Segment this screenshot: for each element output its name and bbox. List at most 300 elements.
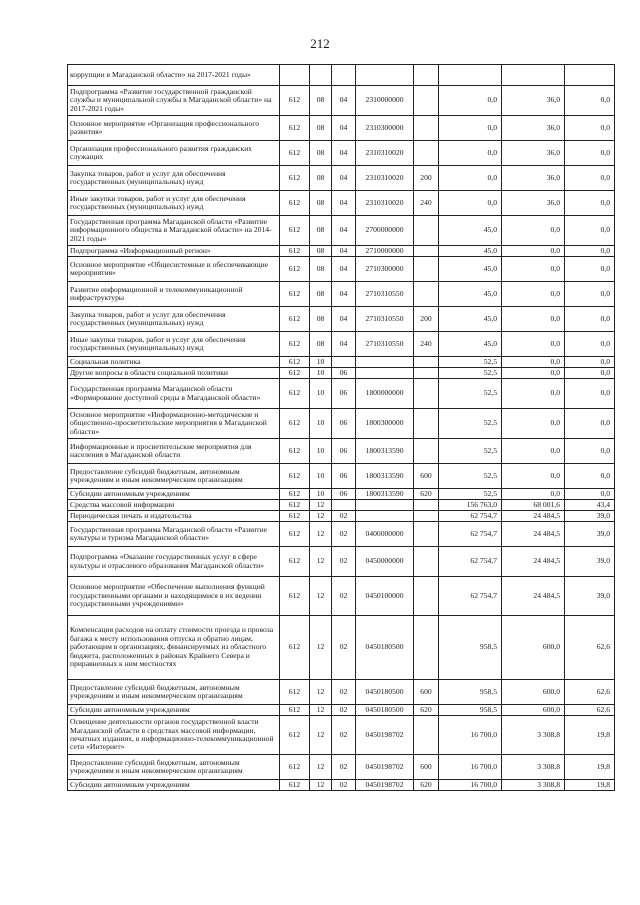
row-name-cell: Основное мероприятие «Общесистемные и обеспечивающие мероприятия»: [68, 257, 280, 282]
row-v3-cell: 0,0: [565, 216, 615, 246]
row-c5-cell: 620: [414, 780, 439, 791]
row-v3-cell: 0,0: [565, 307, 615, 332]
row-c1-cell: [280, 65, 310, 86]
row-c1-cell: 612: [280, 755, 310, 780]
row-c5-cell: [414, 357, 439, 368]
table-row: [68, 439, 615, 464]
row-v1-cell: 52,5: [439, 357, 502, 368]
row-v1-cell: 16 700,0: [439, 780, 502, 791]
row-v1-cell: 958,5: [439, 680, 502, 705]
row-c3-cell: [332, 357, 356, 368]
row-c5-cell: 240: [414, 332, 439, 357]
table-row: [68, 522, 615, 547]
row-name-cell: Субсидии автономным учреждениям: [68, 705, 280, 716]
row-v1-cell: 62 754,7: [439, 577, 502, 616]
row-v3-cell: 43,4: [565, 500, 615, 511]
row-c1-cell: 612: [280, 780, 310, 791]
row-c4-cell: 2310310020: [356, 141, 414, 166]
row-v1-cell: 62 754,7: [439, 547, 502, 577]
row-v1-cell: 45,0: [439, 246, 502, 257]
row-c2-cell: 08: [310, 141, 332, 166]
row-c3-cell: 06: [332, 489, 356, 500]
row-c3-cell: 04: [332, 282, 356, 307]
row-c5-cell: [414, 141, 439, 166]
row-v1-cell: 0,0: [439, 116, 502, 141]
row-c3-cell: 04: [332, 116, 356, 141]
row-c3-cell: 02: [332, 780, 356, 791]
row-name-cell: Иные закупки товаров, работ и услуг для обеспечения государственных (муниципальных) нужд: [68, 191, 280, 216]
row-name-cell: Государственная программа Магаданской области «Развитие культуры и туризма Магаданской области»: [68, 522, 280, 547]
row-c5-cell: [414, 547, 439, 577]
row-c5-cell: [414, 116, 439, 141]
row-name-cell: Основное мероприятие «Организация профессионального развития»: [68, 116, 280, 141]
row-c5-cell: [414, 216, 439, 246]
row-c2-cell: 08: [310, 116, 332, 141]
row-v3-cell: 0,0: [565, 257, 615, 282]
row-v2-cell: 0,0: [502, 282, 565, 307]
row-c4-cell: 0450198702: [356, 755, 414, 780]
row-c3-cell: [332, 65, 356, 86]
row-c3-cell: 02: [332, 705, 356, 716]
row-v3-cell: 0,0: [565, 282, 615, 307]
row-c3-cell: 06: [332, 379, 356, 409]
row-v2-cell: 0,0: [502, 332, 565, 357]
row-v3-cell: 39,0: [565, 511, 615, 522]
row-c5-cell: 600: [414, 464, 439, 489]
row-name-cell: Предоставление субсидий бюджетным, автономным учреждениям и иным некоммерческим организациям: [68, 464, 280, 489]
row-v1-cell: 45,0: [439, 282, 502, 307]
row-v3-cell: 19,8: [565, 755, 615, 780]
table-row: [68, 379, 615, 409]
row-c1-cell: 612: [280, 216, 310, 246]
row-c5-cell: 200: [414, 166, 439, 191]
row-v1-cell: 52,5: [439, 439, 502, 464]
row-c1-cell: 612: [280, 616, 310, 680]
row-v2-cell: 600,0: [502, 680, 565, 705]
row-c3-cell: 02: [332, 680, 356, 705]
table-row: [68, 500, 615, 511]
row-name-cell: коррупции в Магаданской области» на 2017-2021 годы»: [68, 65, 280, 86]
table-row: [68, 780, 615, 791]
row-c2-cell: 08: [310, 332, 332, 357]
table-row: [68, 282, 615, 307]
table-row: [68, 357, 615, 368]
table-row: [68, 257, 615, 282]
row-c4-cell: 0450180500: [356, 680, 414, 705]
row-name-cell: Другие вопросы в области социальной политики: [68, 368, 280, 379]
table-row: [68, 332, 615, 357]
row-name-cell: Подпрограмма «Оказание государственных услуг в сфере культуры и отраслевого образования Магаданской области»: [68, 547, 280, 577]
row-v3-cell: 39,0: [565, 522, 615, 547]
row-v3-cell: 0,0: [565, 409, 615, 439]
table-row: [68, 216, 615, 246]
row-c5-cell: [414, 716, 439, 755]
row-v2-cell: 36,0: [502, 116, 565, 141]
row-v2-cell: 36,0: [502, 86, 565, 116]
row-c4-cell: 0450180500: [356, 705, 414, 716]
row-v3-cell: 62,6: [565, 616, 615, 680]
row-c3-cell: 06: [332, 409, 356, 439]
row-c2-cell: 12: [310, 577, 332, 616]
row-c5-cell: [414, 368, 439, 379]
row-c4-cell: 0450198702: [356, 780, 414, 791]
row-c4-cell: 2710310550: [356, 282, 414, 307]
table-row: [68, 680, 615, 705]
row-c4-cell: 0450100000: [356, 577, 414, 616]
table-row: [68, 116, 615, 141]
row-c1-cell: 612: [280, 379, 310, 409]
row-v3-cell: [565, 65, 615, 86]
row-c4-cell: 2710310550: [356, 307, 414, 332]
row-name-cell: Основное мероприятие «Обеспечение выполнения функций государственными органами и находящимися в их ведении государственными учреждениями»: [68, 577, 280, 616]
row-v1-cell: 45,0: [439, 332, 502, 357]
row-v3-cell: 0,0: [565, 246, 615, 257]
row-c2-cell: 08: [310, 86, 332, 116]
row-c2-cell: 10: [310, 439, 332, 464]
row-v2-cell: 0,0: [502, 368, 565, 379]
row-c4-cell: [356, 368, 414, 379]
row-v3-cell: 0,0: [565, 489, 615, 500]
row-c3-cell: 04: [332, 191, 356, 216]
row-c1-cell: 612: [280, 522, 310, 547]
row-c1-cell: 612: [280, 368, 310, 379]
row-c5-cell: [414, 500, 439, 511]
row-c2-cell: 10: [310, 464, 332, 489]
row-v1-cell: 45,0: [439, 257, 502, 282]
row-v1-cell: 156 763,0: [439, 500, 502, 511]
row-c2-cell: 12: [310, 547, 332, 577]
row-v2-cell: 0,0: [502, 307, 565, 332]
row-v2-cell: 24 484,5: [502, 522, 565, 547]
row-c2-cell: 10: [310, 357, 332, 368]
row-v2-cell: 0,0: [502, 216, 565, 246]
table-row: [68, 716, 615, 755]
row-c2-cell: 12: [310, 616, 332, 680]
row-c1-cell: 612: [280, 141, 310, 166]
row-c3-cell: 04: [332, 332, 356, 357]
row-v2-cell: 0,0: [502, 379, 565, 409]
table-row: [68, 705, 615, 716]
row-v3-cell: 0,0: [565, 332, 615, 357]
row-c2-cell: 08: [310, 307, 332, 332]
row-c2-cell: 08: [310, 166, 332, 191]
row-name-cell: Предоставление субсидий бюджетным, автономным учреждениям и иным некоммерческим организациям: [68, 755, 280, 780]
row-v2-cell: 36,0: [502, 191, 565, 216]
row-name-cell: Периодическая печать и издательства: [68, 511, 280, 522]
row-c4-cell: 1800000000: [356, 379, 414, 409]
row-name-cell: Компенсация расходов на оплату стоимости проезда и провоза багажа к месту использования отпуска и обратно лицам, работающим в организациях, финансируемых из областного бюджета, расположенных в районах Крайнего Севера и приравненных к ним местностях: [68, 616, 280, 680]
row-name-cell: Средства массовой информации: [68, 500, 280, 511]
row-c2-cell: 12: [310, 705, 332, 716]
row-v2-cell: [502, 65, 565, 86]
table-row: [68, 511, 615, 522]
row-name-cell: Подпрограмма «Развитие государственной гражданской службы и муниципальной службы в Магаданской области» на 2017-2021 годы»: [68, 86, 280, 116]
row-v1-cell: 52,5: [439, 464, 502, 489]
row-c1-cell: 612: [280, 409, 310, 439]
row-c3-cell: 04: [332, 307, 356, 332]
row-c2-cell: 12: [310, 780, 332, 791]
row-c1-cell: 612: [280, 716, 310, 755]
row-v3-cell: 39,0: [565, 547, 615, 577]
row-c1-cell: 612: [280, 547, 310, 577]
row-v2-cell: 0,0: [502, 489, 565, 500]
row-c4-cell: 2710000000: [356, 246, 414, 257]
row-c4-cell: 2310000000: [356, 86, 414, 116]
row-v2-cell: 3 308,8: [502, 716, 565, 755]
row-v3-cell: 0,0: [565, 464, 615, 489]
row-v3-cell: 0,0: [565, 439, 615, 464]
row-c5-cell: [414, 379, 439, 409]
row-c1-cell: 612: [280, 489, 310, 500]
row-v3-cell: 62,6: [565, 705, 615, 716]
row-c5-cell: 600: [414, 755, 439, 780]
row-v1-cell: 62 754,7: [439, 511, 502, 522]
row-c4-cell: 0450198702: [356, 716, 414, 755]
row-c1-cell: 612: [280, 357, 310, 368]
row-c2-cell: 12: [310, 716, 332, 755]
row-c2-cell: 12: [310, 522, 332, 547]
row-name-cell: Освещение деятельности органов государственной власти Магаданской области в средствах массовой информации, печатных изданиях, в информационно-телекоммуникационной сети «Интернет»: [68, 716, 280, 755]
row-v3-cell: 62,6: [565, 680, 615, 705]
row-c2-cell: 12: [310, 755, 332, 780]
row-c5-cell: [414, 257, 439, 282]
row-c3-cell: 02: [332, 547, 356, 577]
row-name-cell: Социальная политика: [68, 357, 280, 368]
row-v1-cell: 52,5: [439, 409, 502, 439]
row-c1-cell: 612: [280, 86, 310, 116]
table-row: [68, 489, 615, 500]
row-name-cell: Организация профессионального развития гражданских служащих: [68, 141, 280, 166]
row-c3-cell: 06: [332, 368, 356, 379]
row-c4-cell: 0450000000: [356, 547, 414, 577]
row-c3-cell: 02: [332, 616, 356, 680]
row-c5-cell: [414, 282, 439, 307]
row-c4-cell: 2710310550: [356, 332, 414, 357]
row-v1-cell: 45,0: [439, 307, 502, 332]
row-c4-cell: [356, 500, 414, 511]
table-row: [68, 409, 615, 439]
row-c1-cell: 612: [280, 191, 310, 216]
row-c1-cell: 612: [280, 166, 310, 191]
row-v2-cell: 3 308,8: [502, 755, 565, 780]
row-c5-cell: [414, 409, 439, 439]
row-c2-cell: 10: [310, 409, 332, 439]
row-v2-cell: 36,0: [502, 166, 565, 191]
row-c5-cell: [414, 577, 439, 616]
row-v3-cell: 0,0: [565, 379, 615, 409]
row-v3-cell: 19,8: [565, 716, 615, 755]
row-c2-cell: 10: [310, 368, 332, 379]
row-c5-cell: [414, 86, 439, 116]
row-v2-cell: 0,0: [502, 257, 565, 282]
table-row: [68, 246, 615, 257]
row-v1-cell: 52,5: [439, 379, 502, 409]
table-row: [68, 755, 615, 780]
table-row: [68, 191, 615, 216]
table-row: [68, 86, 615, 116]
table-row: [68, 141, 615, 166]
row-c3-cell: 02: [332, 716, 356, 755]
row-v1-cell: 0,0: [439, 86, 502, 116]
row-c2-cell: 10: [310, 379, 332, 409]
row-v2-cell: 24 484,5: [502, 577, 565, 616]
row-c2-cell: 08: [310, 191, 332, 216]
row-c4-cell: 1800313590: [356, 439, 414, 464]
row-c5-cell: 200: [414, 307, 439, 332]
row-v1-cell: 0,0: [439, 141, 502, 166]
row-v1-cell: 16 700,0: [439, 716, 502, 755]
row-c4-cell: [356, 357, 414, 368]
row-v2-cell: 600,0: [502, 705, 565, 716]
row-c3-cell: 04: [332, 86, 356, 116]
row-v3-cell: 0,0: [565, 357, 615, 368]
row-name-cell: Субсидии автономным учреждениям: [68, 489, 280, 500]
row-c1-cell: 612: [280, 680, 310, 705]
page-number: 212: [310, 36, 330, 51]
row-c1-cell: 612: [280, 257, 310, 282]
table-row: [68, 368, 615, 379]
budget-table: [67, 64, 615, 791]
table-row: [68, 307, 615, 332]
row-c1-cell: 612: [280, 500, 310, 511]
row-v1-cell: 958,5: [439, 616, 502, 680]
row-c1-cell: 612: [280, 282, 310, 307]
row-c5-cell: 600: [414, 680, 439, 705]
row-c5-cell: [414, 511, 439, 522]
row-v2-cell: 24 484,5: [502, 511, 565, 522]
row-c5-cell: 620: [414, 705, 439, 716]
row-name-cell: Развитие информационной и телекоммуникационной инфраструктуры: [68, 282, 280, 307]
row-c3-cell: 04: [332, 257, 356, 282]
row-c2-cell: 12: [310, 680, 332, 705]
row-c3-cell: 02: [332, 755, 356, 780]
row-v1-cell: 45,0: [439, 216, 502, 246]
row-c4-cell: 1800313590: [356, 464, 414, 489]
row-c4-cell: [356, 65, 414, 86]
row-c5-cell: [414, 522, 439, 547]
row-v2-cell: 0,0: [502, 246, 565, 257]
row-v2-cell: 3 308,8: [502, 780, 565, 791]
row-c1-cell: 612: [280, 577, 310, 616]
row-c3-cell: 04: [332, 246, 356, 257]
row-name-cell: Иные закупки товаров, работ и услуг для обеспечения государственных (муниципальных) нужд: [68, 332, 280, 357]
row-c2-cell: 12: [310, 511, 332, 522]
row-v1-cell: 52,5: [439, 489, 502, 500]
row-c5-cell: [414, 439, 439, 464]
row-v3-cell: 0,0: [565, 166, 615, 191]
row-c1-cell: 612: [280, 464, 310, 489]
row-c5-cell: [414, 246, 439, 257]
row-name-cell: Закупка товаров, работ и услуг для обеспечения государственных (муниципальных) нужд: [68, 307, 280, 332]
row-c4-cell: 2700000000: [356, 216, 414, 246]
row-c1-cell: 612: [280, 332, 310, 357]
row-c1-cell: 612: [280, 307, 310, 332]
row-name-cell: Подпрограмма «Информационный регион»: [68, 246, 280, 257]
row-c4-cell: 2310300000: [356, 116, 414, 141]
row-c4-cell: 0400000000: [356, 522, 414, 547]
row-v3-cell: 0,0: [565, 86, 615, 116]
table-row: [68, 65, 615, 86]
row-v3-cell: 39,0: [565, 577, 615, 616]
table-row: [68, 166, 615, 191]
row-name-cell: Субсидии автономным учреждениям: [68, 780, 280, 791]
table-row: [68, 464, 615, 489]
row-v2-cell: 0,0: [502, 439, 565, 464]
row-c2-cell: 08: [310, 257, 332, 282]
row-c3-cell: 04: [332, 166, 356, 191]
row-v1-cell: 52,5: [439, 368, 502, 379]
row-c2-cell: 08: [310, 246, 332, 257]
table-row: [68, 616, 615, 680]
row-c3-cell: 02: [332, 522, 356, 547]
row-c1-cell: 612: [280, 705, 310, 716]
row-v1-cell: 16 700,0: [439, 755, 502, 780]
row-c1-cell: 612: [280, 116, 310, 141]
row-v1-cell: 958,5: [439, 705, 502, 716]
table-row: [68, 577, 615, 616]
row-name-cell: Государственная программа Магаданской области «Развитие информационного общества в Магаданской области» на 2014-2021 годы»: [68, 216, 280, 246]
row-c4-cell: [356, 511, 414, 522]
row-v2-cell: 0,0: [502, 409, 565, 439]
row-v2-cell: 68 001,6: [502, 500, 565, 511]
row-c4-cell: 2310310020: [356, 191, 414, 216]
row-c3-cell: 06: [332, 464, 356, 489]
row-c2-cell: 12: [310, 500, 332, 511]
row-c2-cell: [310, 65, 332, 86]
row-c3-cell: 04: [332, 141, 356, 166]
row-name-cell: Закупка товаров, работ и услуг для обеспечения государственных (муниципальных) нужд: [68, 166, 280, 191]
row-v1-cell: [439, 65, 502, 86]
row-c5-cell: [414, 616, 439, 680]
row-name-cell: Предоставление субсидий бюджетным, автономным учреждениям и иным некоммерческим организациям: [68, 680, 280, 705]
row-v2-cell: 600,0: [502, 616, 565, 680]
row-name-cell: Информационные и просветительские мероприятия для населения в Магаданской области: [68, 439, 280, 464]
row-name-cell: Государственная программа Магаданской области «Формирование доступной среды в Магаданской области»: [68, 379, 280, 409]
row-c4-cell: 2710300000: [356, 257, 414, 282]
row-v3-cell: 0,0: [565, 368, 615, 379]
row-v3-cell: 19,8: [565, 780, 615, 791]
row-c2-cell: 08: [310, 216, 332, 246]
row-v1-cell: 0,0: [439, 166, 502, 191]
row-v2-cell: 0,0: [502, 464, 565, 489]
row-c1-cell: 612: [280, 439, 310, 464]
row-v2-cell: 0,0: [502, 357, 565, 368]
row-c5-cell: [414, 65, 439, 86]
row-v3-cell: 0,0: [565, 141, 615, 166]
row-v3-cell: 0,0: [565, 191, 615, 216]
row-c4-cell: 1800313590: [356, 489, 414, 500]
row-v2-cell: 24 484,5: [502, 547, 565, 577]
row-v3-cell: 0,0: [565, 116, 615, 141]
row-v1-cell: 62 754,7: [439, 522, 502, 547]
table-row: [68, 547, 615, 577]
row-c1-cell: 612: [280, 246, 310, 257]
row-c3-cell: [332, 500, 356, 511]
row-c3-cell: 06: [332, 439, 356, 464]
row-c2-cell: 08: [310, 282, 332, 307]
row-c5-cell: 240: [414, 191, 439, 216]
row-c5-cell: 620: [414, 489, 439, 500]
row-v1-cell: 0,0: [439, 191, 502, 216]
row-v2-cell: 36,0: [502, 141, 565, 166]
row-c1-cell: 612: [280, 511, 310, 522]
row-c4-cell: 2310310020: [356, 166, 414, 191]
row-c4-cell: 1800300000: [356, 409, 414, 439]
row-c4-cell: 0450180500: [356, 616, 414, 680]
row-name-cell: Основное мероприятие «Информационно-методические и общественно-просветительские мероприятия в Магаданской области»: [68, 409, 280, 439]
row-c2-cell: 10: [310, 489, 332, 500]
row-c3-cell: 02: [332, 577, 356, 616]
